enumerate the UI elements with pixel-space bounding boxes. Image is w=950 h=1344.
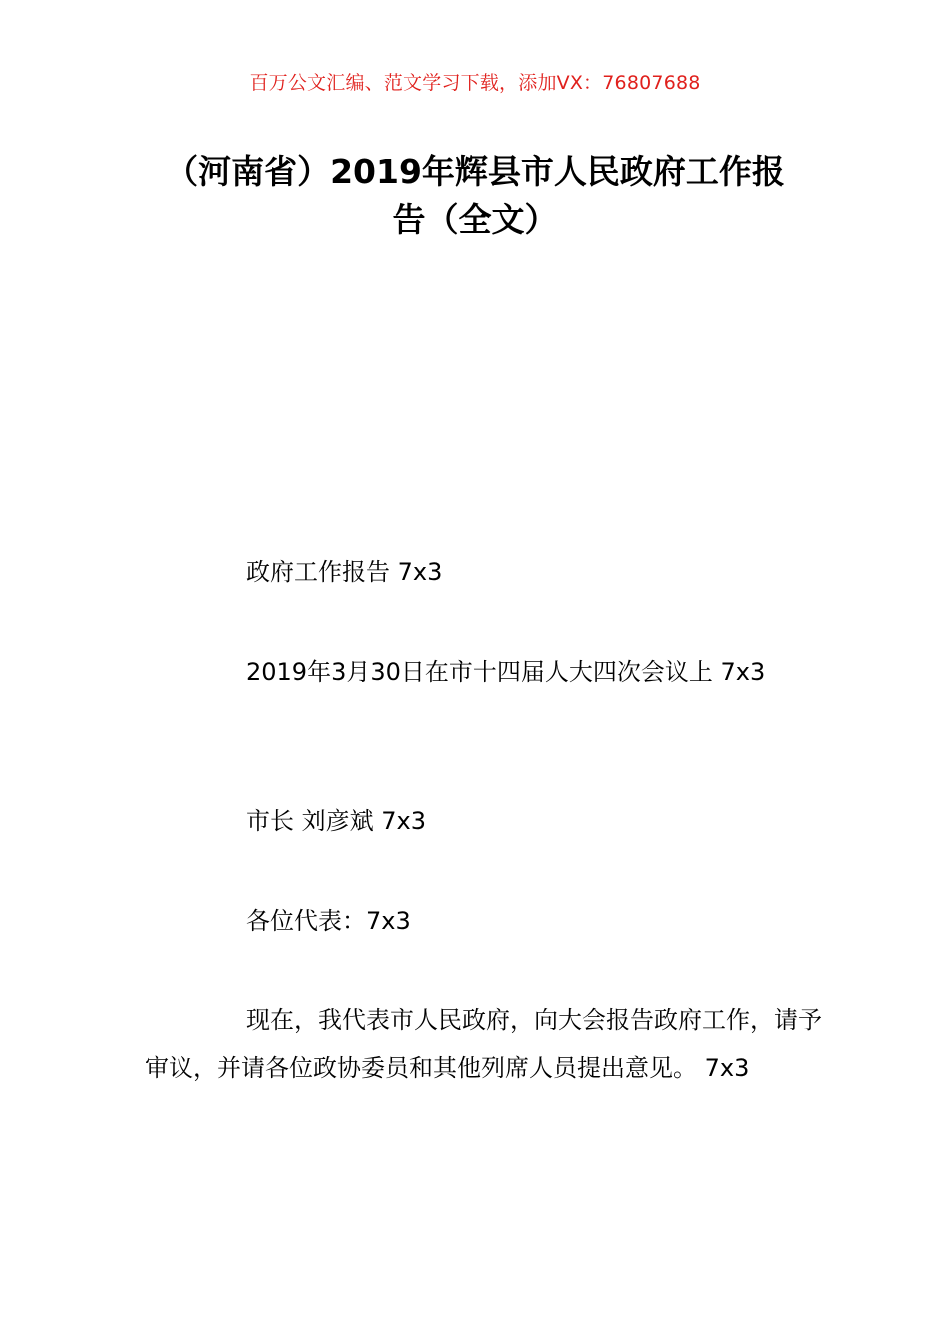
paragraph-text: 各位代表：7x3 — [246, 907, 411, 935]
paragraph-text: 2019年3月30日在市十四届人大四次会议上 7x3 — [246, 658, 766, 686]
header-note: 百万公文汇编、范文学习下载，添加VX：76807688 — [249, 72, 701, 94]
paragraph-text: 现在，我代表市人民政府，向大会报告政府工作，请予审议，并请各位政协委员和其他列席人员提出意见。 7x3 — [145, 1006, 822, 1082]
document-title — [130, 148, 820, 244]
paragraph-report-heading — [145, 548, 835, 596]
paragraph-opening — [145, 996, 835, 1092]
title-line-2: 告（全文） — [392, 200, 558, 239]
paragraph-mayor — [145, 797, 835, 845]
paragraph-salutation — [145, 897, 835, 945]
title-line-1: （河南省）2019年辉县市人民政府工作报 — [165, 152, 785, 191]
paragraph-text: 政府工作报告 7x3 — [246, 558, 443, 586]
paragraph-text: 市长 刘彦斌 7x3 — [246, 807, 426, 835]
paragraph-meeting-date — [145, 648, 835, 696]
